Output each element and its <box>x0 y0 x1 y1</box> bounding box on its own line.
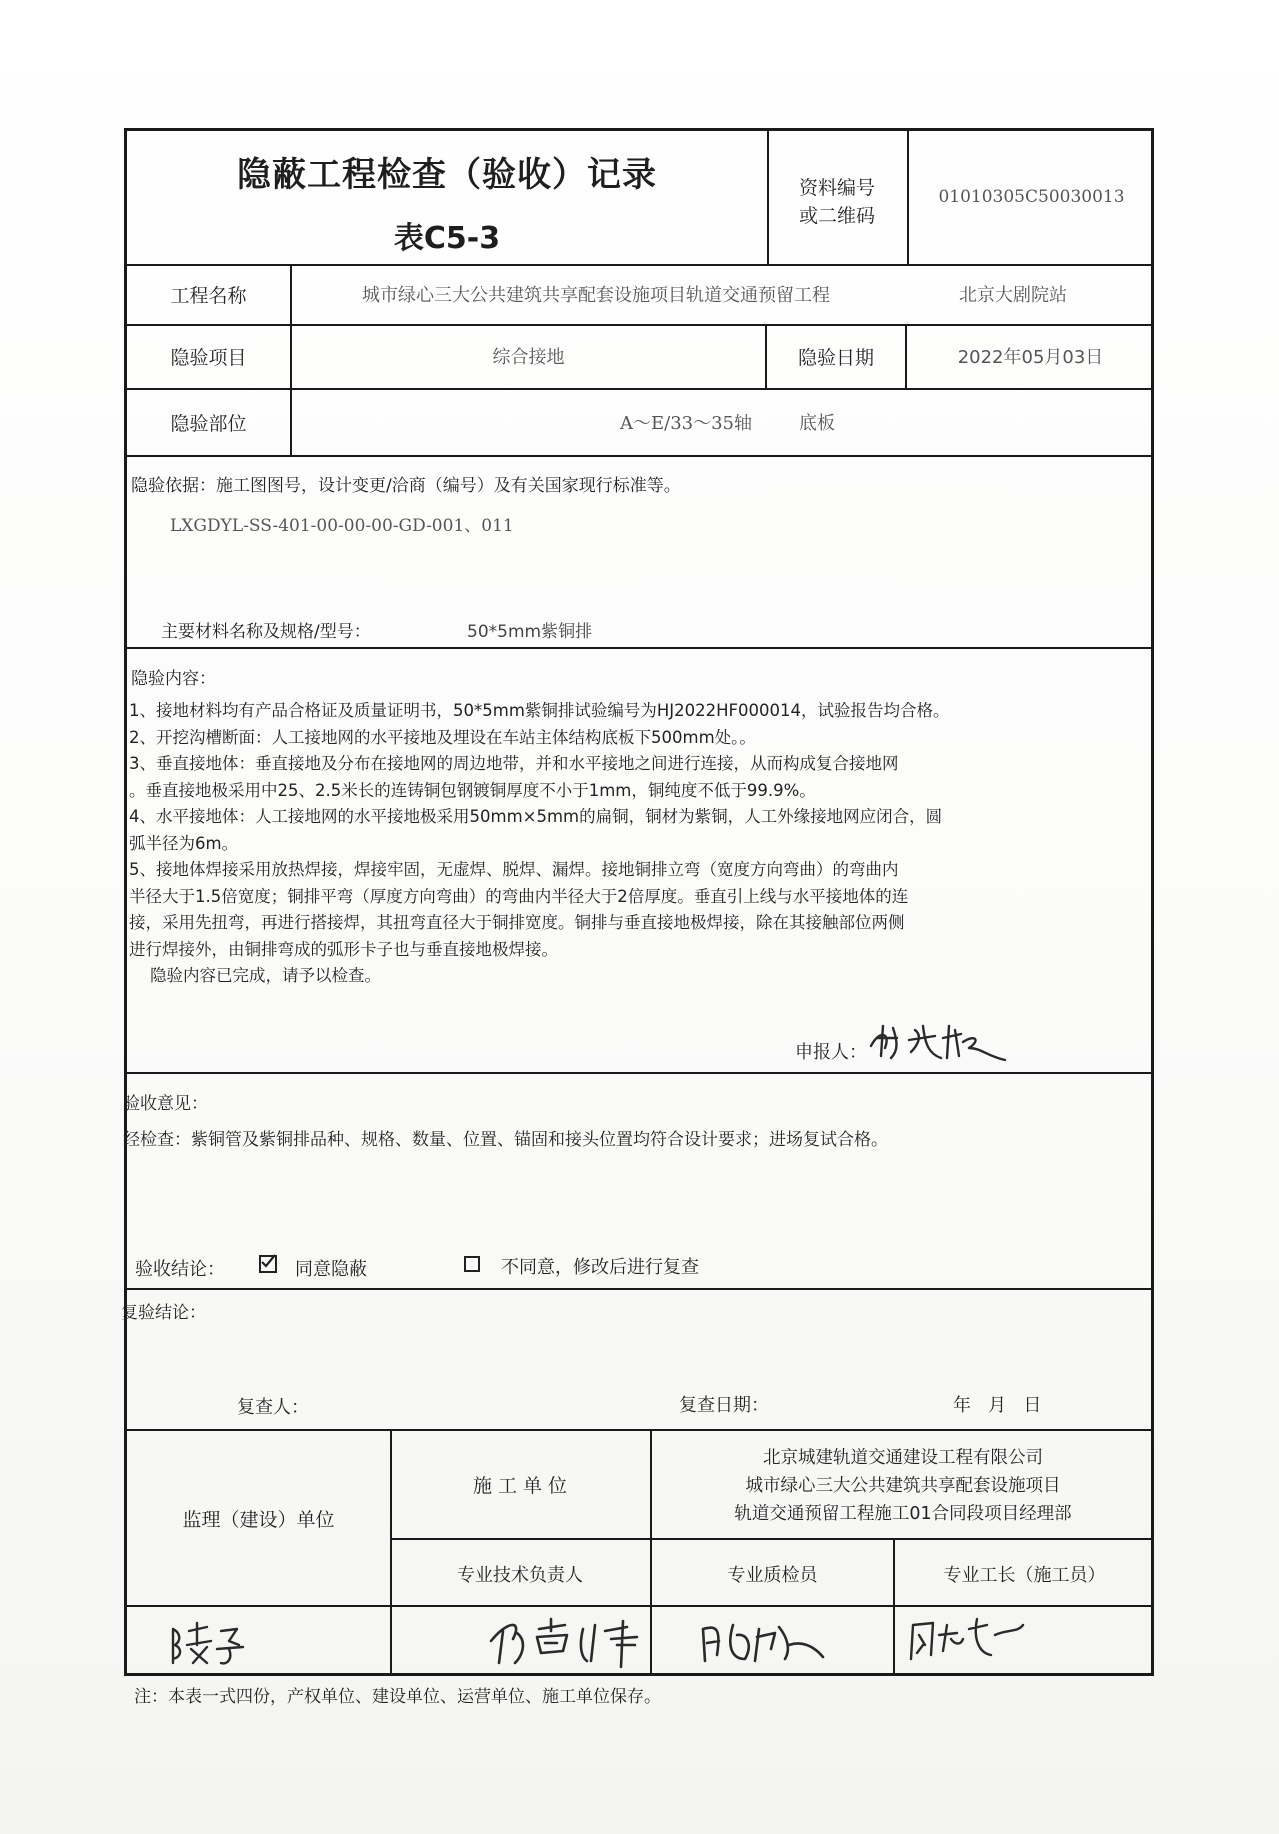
rechecker-label: 复查人： <box>237 1397 309 1418</box>
content-line: 隐验内容已完成，请予以检查。 <box>129 966 381 985</box>
row-divider <box>127 1288 1154 1290</box>
reporter-signature <box>863 1016 1013 1070</box>
construction-unit-label: 施 工 单 位 <box>472 1475 568 1497</box>
row-divider <box>127 647 1154 649</box>
qc-signature <box>697 1615 827 1669</box>
disagree-label: 不同意，修改后进行复查 <box>501 1257 699 1278</box>
content-line: 接，采用先扭弯，再进行搭接焊，其扭弯直径大于铜排宽度。铜排与垂直接地极焊接，除在其接触部位两侧 <box>129 913 905 932</box>
row-divider <box>127 324 1154 326</box>
foreman-label: 专业工长（施工员） <box>943 1565 1106 1586</box>
location-part: 底板 <box>799 413 835 434</box>
row-divider <box>127 388 1154 390</box>
recheck-date-label: 复查日期： <box>679 1395 769 1416</box>
content-line: 2、开挖沟槽断面：人工接地网的水平接地及埋设在车站主体结构底板下500mm处。。 <box>129 727 756 747</box>
tech-lead-signature <box>487 1611 647 1675</box>
row-divider <box>390 1538 1154 1540</box>
conclusion-label: 验收结论： <box>135 1259 225 1280</box>
contractor-line2: 城市绿心三大公共建筑共享配套设施项目 <box>745 1476 1061 1496</box>
inspection-record-form <box>121 128 1154 1676</box>
material-label: 主要材料名称及规格/型号： <box>161 622 371 642</box>
row-divider <box>127 1072 1154 1074</box>
contractor-line1: 北京城建轨道交通建设工程有限公司 <box>763 1448 1043 1468</box>
content-line: 。垂直接地极采用中25、2.5米长的连铸铜包钢镀铜厚度不小于1mm，铜纯度不低于99.9%。 <box>129 780 816 800</box>
row-divider <box>127 455 1154 457</box>
date-label: 隐验日期 <box>797 347 874 369</box>
project-name: 城市绿心三大公共建筑共享配套设施项目轨道交通预留工程 <box>362 285 830 306</box>
content-line: 半径大于1.5倍宽度；铜排平弯（厚度方向弯曲）的弯曲内半径大于2倍厚度。垂直引上线与水平接地体的连 <box>129 886 909 906</box>
doc-no-label-line2: 或二维码 <box>798 205 875 227</box>
check-icon <box>259 1253 277 1271</box>
footer-note: 注：本表一式四份，产权单位、建设单位、运营单位、施工单位保存。 <box>134 1687 661 1707</box>
content-line: 进行焊接外，由铜排弯成的弧形卡子也与垂直接地极焊接。 <box>129 939 558 959</box>
station-name: 北京大剧院站 <box>959 285 1067 306</box>
supervision-unit-label: 监理（建设）单位 <box>182 1509 335 1531</box>
item-label: 隐验项目 <box>170 347 247 369</box>
form-title: 隐蔽工程检查（验收）记录 <box>237 155 657 195</box>
foreman-signature <box>907 1615 1027 1669</box>
doc-no-label-line1: 资料编号 <box>798 177 875 199</box>
content-line: 4、水平接地体：人工接地网的水平接地极采用50mm×5mm的扁铜，铜材为紫铜，人工外缘接地网应闭合，圆 <box>129 807 943 826</box>
content-line: 1、接地材料均有产品合格证及质量证明书，50*5mm紫铜排试验编号为HJ2022HF000014，试验报告均合格。 <box>129 701 950 720</box>
supervision-signature <box>167 1619 257 1671</box>
row-divider <box>127 1605 1154 1607</box>
agree-checkbox[interactable] <box>259 1255 277 1273</box>
disagree-checkbox[interactable] <box>464 1256 480 1272</box>
basis-drawing-no: LXGDYL-SS-401-00-00-00-GD-001、011 <box>170 516 514 536</box>
location-label: 隐验部位 <box>170 413 247 435</box>
material-spec: 50*5mm紫铜排 <box>467 622 593 642</box>
reporter-label: 申报人： <box>795 1042 867 1063</box>
recheck-label: 复验结论： <box>121 1303 206 1323</box>
content-list <box>129 698 1149 990</box>
basis-label: 隐验依据：施工图图号，设计变更/洽商（编号）及有关国家现行标准等。 <box>131 476 681 496</box>
agree-label: 同意隐蔽 <box>295 1259 367 1280</box>
inspection-item: 综合接地 <box>492 347 565 368</box>
content-line: 3、垂直接地体：垂直接地及分布在接地网的周边地带，并和水平接地之间进行连接，从而构成复合接地网 <box>129 754 899 773</box>
recheck-date-blank: 年 月 日 <box>953 1395 1042 1416</box>
inspection-location: A～E/33～35轴 <box>620 413 753 434</box>
row-divider <box>127 264 1154 266</box>
qc-inspector-label: 专业质检员 <box>727 1565 818 1586</box>
row-divider <box>127 1429 1154 1431</box>
project-name-label: 工程名称 <box>170 285 247 307</box>
col-divider <box>893 1538 895 1676</box>
doc-number: 01010305C50030013 <box>938 187 1125 207</box>
opinion-label: 验收意见： <box>123 1094 208 1114</box>
content-label: 隐验内容： <box>131 669 216 689</box>
table-number: 表C5-3 <box>393 221 501 256</box>
tech-lead-label: 专业技术负责人 <box>457 1565 583 1586</box>
inspection-date: 2022年05月03日 <box>957 347 1104 368</box>
col-divider <box>390 1429 392 1676</box>
content-line: 5、接地体焊接采用放热焊接，焊接牢固，无虚焊、脱焊、漏焊。接地铜排立弯（宽度方向弯曲）的弯曲内 <box>129 860 899 879</box>
opinion-text: 经检查：紫铜管及紫铜排品种、规格、数量、位置、锚固和接头位置均符合设计要求；进场复试合格。 <box>123 1130 888 1150</box>
content-line: 弧半径为6m。 <box>129 833 239 853</box>
contractor-line3: 轨道交通预留工程施工01合同段项目经理部 <box>734 1504 1072 1524</box>
